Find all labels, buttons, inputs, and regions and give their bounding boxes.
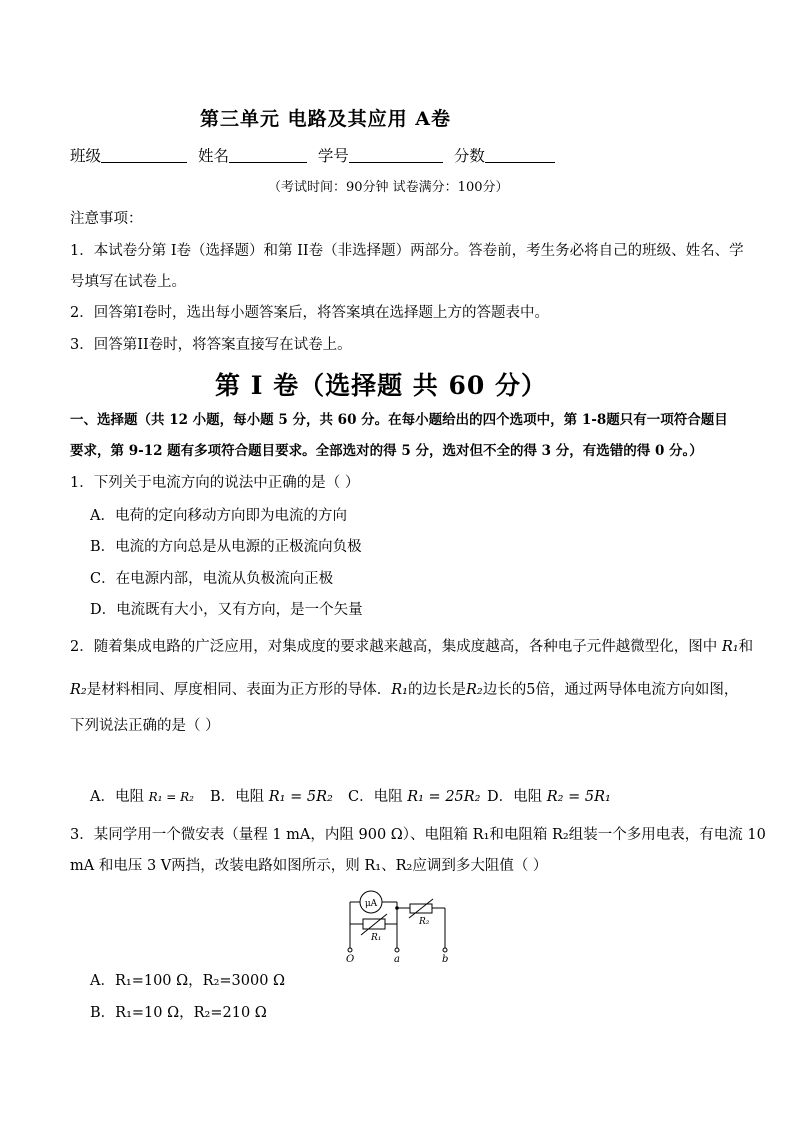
- q2-option-d: [487, 787, 611, 807]
- q2-line2: [70, 680, 738, 700]
- r1-label: R₁: [371, 933, 382, 943]
- q2-option-b-expr: R₁ = 5R₂: [268, 789, 333, 805]
- exam-timing: （考试时间：90分钟 试卷满分：100分）: [268, 180, 509, 195]
- student-info-row: [70, 144, 561, 166]
- class-label: 班级: [70, 147, 102, 165]
- page-title: 第三单元 电路及其应用 A卷: [200, 108, 451, 130]
- notice-1-cont: 号填写在试卷上。: [70, 274, 186, 290]
- q2-option-b-label: B．电阻: [210, 789, 265, 805]
- q2-option-a: [90, 787, 194, 807]
- r1-symbol: R₁: [391, 682, 408, 698]
- class-blank[interactable]: [101, 146, 187, 163]
- q1-option-b: B．电流的方向总是从电源的正极流向负极: [90, 539, 362, 555]
- q2-option-a-label: A．电阻: [90, 789, 144, 805]
- q2-option-c-expr: R₁ = 25R₂: [407, 789, 481, 805]
- score-label: 分数: [453, 147, 485, 165]
- q3-line2: mA 和电压 3 V两挡，改装电路如图所示，则 R₁、R₂应调到多大阻值（ ）: [70, 858, 548, 874]
- q2-option-d-label: D．电阻: [487, 789, 543, 805]
- terminal-a-label: a: [394, 954, 400, 965]
- student-id-blank[interactable]: [349, 146, 443, 163]
- circuit-diagram: [335, 880, 465, 965]
- q1-option-a: A．电荷的定向移动方向即为电流的方向: [90, 508, 347, 524]
- q2-line1: [70, 637, 753, 657]
- student-id-label: 学号: [317, 147, 349, 165]
- q2-line2-text-c: 边长的5倍，通过两导体电流方向如图，: [482, 682, 739, 698]
- r1-symbol: R₁: [721, 639, 739, 655]
- q3-line1: 3．某同学用一个微安表（量程 1 mA，内阻 900 Ω）、电阻箱 R₁和电阻箱 R₂组装一个多用电表，有电流 10: [70, 827, 766, 843]
- name-label: 姓名: [197, 147, 229, 165]
- name-blank[interactable]: [229, 146, 307, 163]
- notice-3: 3．回答第II卷时，将答案直接写在试卷上。: [70, 337, 352, 353]
- notice-1: 1．本试卷分第 I卷（选择题）和第 II卷（非选择题）两部分。答卷前，考生务必将自己的班级、姓名、学: [70, 243, 744, 259]
- score-blank[interactable]: [485, 146, 555, 163]
- q2-option-b: [210, 787, 333, 807]
- q2-line1-text: 2．随着集成电路的广泛应用，对集成度的要求越来越高，集成度越高，各种电子元件越微型化，图中: [70, 639, 718, 655]
- r2-symbol: R₂: [465, 682, 483, 698]
- section-title: 第 I 卷（选择题 共 60 分）: [215, 371, 548, 400]
- section-intro-2: 要求，第 9-12 题有多项符合题目要求。全部选对的得 5 分，选对但不全的得 3 分，有选错的得 0 分。）: [70, 443, 703, 459]
- r2-symbol: R₂: [70, 682, 87, 698]
- q2-line3: 下列说法正确的是（ ）: [70, 718, 220, 734]
- q2-option-c-label: C．电阻: [348, 789, 403, 805]
- q1-option-d: D．电流既有大小，又有方向，是一个矢量: [90, 602, 363, 618]
- q2-option-c: [348, 787, 481, 807]
- r2-label: R₂: [419, 917, 430, 927]
- notice-heading: 注意事项：: [70, 211, 143, 227]
- terminal-o-label: O: [346, 954, 355, 965]
- terminal-b-label: b: [442, 954, 449, 965]
- section-intro-1: 一、选择题（共 12 小题，每小题 5 分，共 60 分。在每小题给出的四个选项中，第 1-8题只有一项符合题目: [70, 412, 728, 428]
- q1-option-c: C．在电源内部，电流从负极流向正极: [90, 571, 334, 587]
- notice-2: 2．回答第I卷时，选出每小题答案后，将答案填在选择题上方的答题表中。: [70, 305, 549, 321]
- q3-option-b: B．R₁=10 Ω，R₂=210 Ω: [90, 1005, 267, 1021]
- q2-option-d-expr: R₂ = 5R₁: [546, 789, 611, 805]
- q1-stem: 1．下列关于电流方向的说法中正确的是（ ）: [70, 475, 360, 491]
- q3-option-a: A．R₁=100 Ω，R₂=3000 Ω: [90, 973, 286, 989]
- q2-line2-text-b: 的边长是: [407, 682, 466, 698]
- meter-label: μA: [364, 899, 378, 909]
- q2-and: 和: [738, 639, 754, 655]
- q2-line2-text-a: 是材料相同、厚度相同、表面为正方形的导体．: [86, 682, 392, 698]
- q2-option-a-expr: R₁ = R₂: [148, 790, 194, 804]
